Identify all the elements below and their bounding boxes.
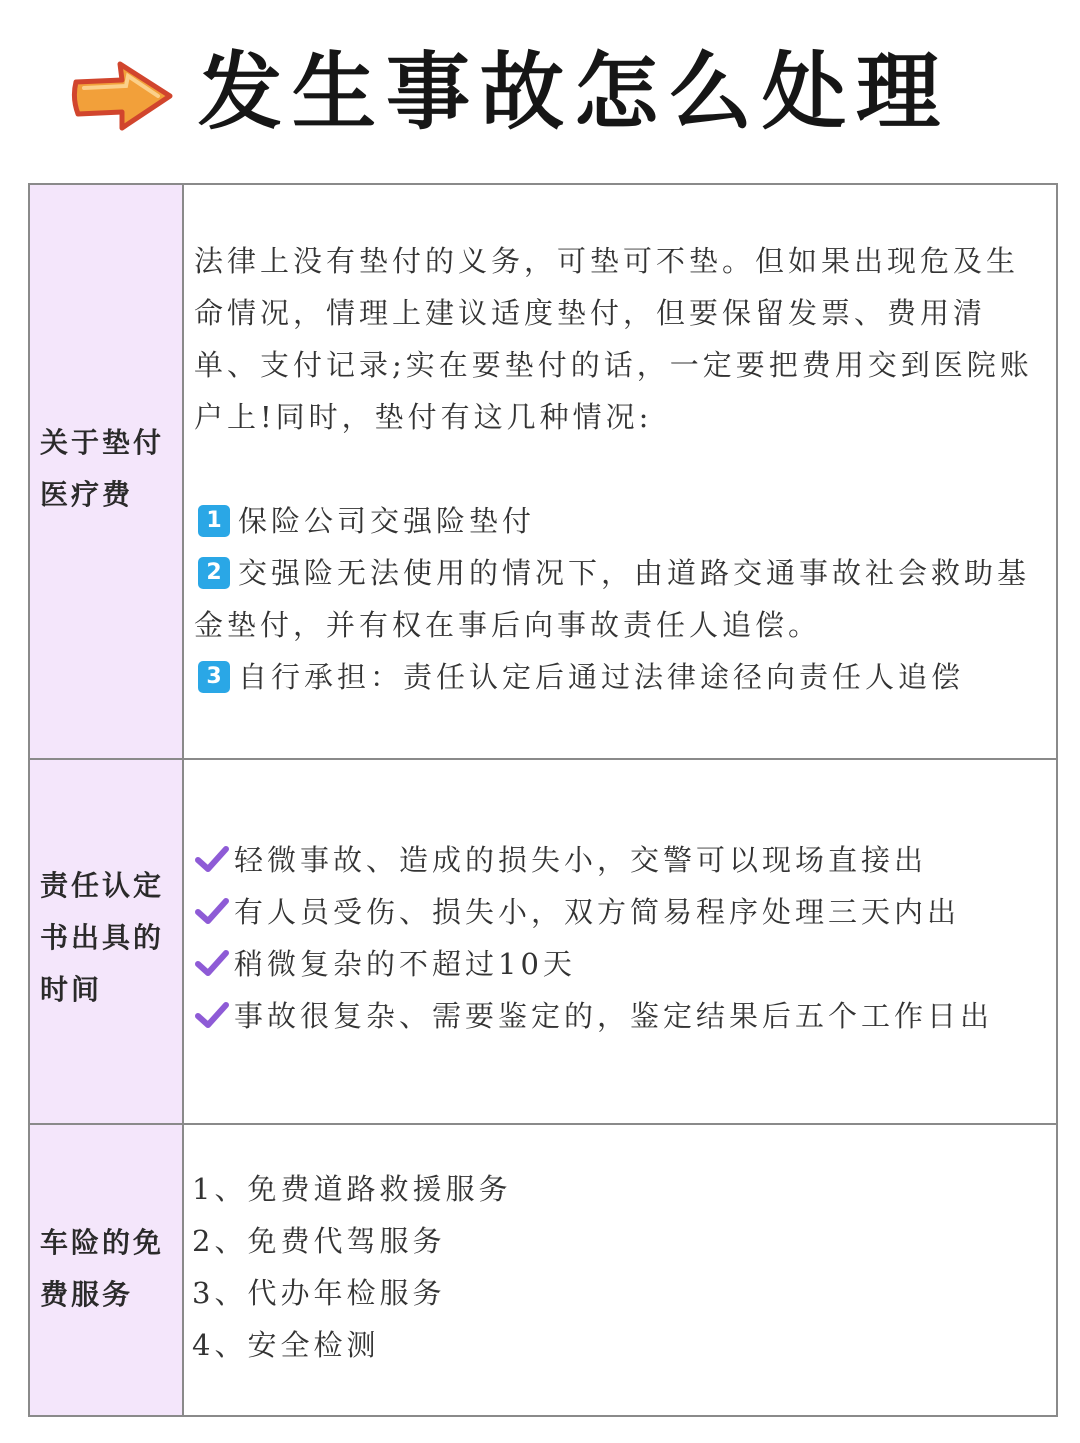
list-item-text: 交强险无法使用的情况下，由道路交通事故社会救助基金垫付，并有权在事后向事故责任人追偿。: [194, 556, 1031, 642]
list-item: [194, 547, 1044, 651]
row-label: 责任认定书出具的时间: [40, 869, 165, 1006]
list-item: [194, 495, 1054, 547]
list-item-text: 事故很复杂、需要鉴定的，鉴定结果后五个工作日出: [234, 999, 994, 1033]
row-content-cell: [186, 1125, 1056, 1415]
list-item-text: 有人员受伤、损失小，双方简易程序处理三天内出: [234, 895, 961, 929]
row-label-cell: [30, 185, 184, 758]
row-label: 关于垫付医疗费: [40, 426, 165, 511]
list-item: 4、安全检测: [192, 1328, 380, 1362]
check-icon: [194, 948, 230, 978]
row-label-cell: [30, 1125, 184, 1415]
number-badge: 1: [198, 505, 230, 537]
row-content-cell: [186, 185, 1056, 758]
table-row: [30, 1123, 1056, 1415]
intro-paragraph: 法律上没有垫付的义务，可垫可不垫。但如果出现危及生命情况，情理上建议适度垫付，但要保留发票、费用清单、支付记录;实在要垫付的话，一定要把费用交到医院账户上!同时，垫付有这几种情况:: [194, 244, 1033, 434]
check-icon: [194, 844, 230, 874]
list-item: [194, 651, 1054, 703]
check-icon: [194, 896, 230, 926]
number-badge: 3: [198, 661, 230, 693]
list-item: 3、代办年检服务: [192, 1276, 446, 1310]
list-item: [194, 834, 1054, 886]
arrow-right-icon: [70, 58, 176, 134]
table-row: [30, 185, 1056, 758]
check-icon: [194, 1000, 230, 1030]
number-badge: 2: [198, 557, 230, 589]
list-item: [194, 990, 1054, 1042]
table-row: [30, 758, 1056, 1123]
list-item-text: 保险公司交强险垫付: [238, 504, 536, 538]
list-item-text: 稍微复杂的不超过10天: [234, 947, 576, 981]
list-item: 2、免费代驾服务: [192, 1224, 446, 1258]
list-item: [194, 886, 1054, 938]
info-table: [28, 183, 1058, 1417]
row-label-cell: [30, 760, 184, 1123]
row-label: 车险的免费服务: [40, 1226, 165, 1311]
list-item-text: 自行承担：责任认定后通过法律途径向责任人追偿: [238, 660, 965, 694]
list-item: [194, 938, 1054, 990]
row-content-cell: [186, 760, 1056, 1123]
list-item-text: 轻微事故、造成的损失小，交警可以现场直接出: [234, 843, 928, 877]
list-item: 1、免费道路救援服务: [192, 1172, 512, 1206]
page-title: 发生事故怎么处理: [198, 43, 951, 141]
header: [0, 0, 1080, 180]
